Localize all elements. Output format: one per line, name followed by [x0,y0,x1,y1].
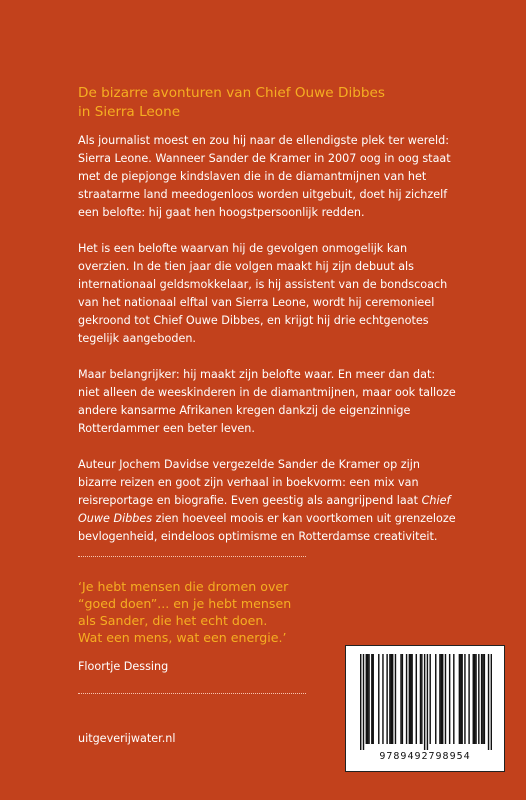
barcode-bar [392,654,393,744]
barcode-bar [460,654,461,744]
subtitle-line: in Sierra Leone [78,104,181,120]
blurb-paragraph: Maar belangrijker: hij maakt zijn belofte waar. En meer dan dat: niet alleen de weeskinderen in de diamantmijnen, maar ook talloze andere kansarme Afrikanen kregen dankzij de eigenzinnige Rotterdammer een beter leven. [78,368,456,435]
barcode-bar [453,654,454,744]
barcode-bar [478,654,479,744]
subtitle-line: De bizarre avonturen van Chief Ouwe Dibbes [78,85,385,101]
barcode-bar [409,654,410,744]
blurb-paragraph: Het is een belofte waarvan hij de gevolgen onmogelijk kan overzien. In de tien jaar die volgen maakt hij zijn debuut als internationaal geldsmokkelaar, is hij assistent van de bondscoach van het nationaal elftal van Sierra Leone, wordt hij ceremonieel gekroond tot Chief Ouwe Dibbes, en krijgt hij drie echtgenotes tegelijk aangeboden. [78,242,448,345]
barcode-bar [406,654,407,744]
barcode-bar [464,654,465,744]
barcode-bar [459,654,460,744]
barcode-bar [360,654,361,750]
barcode-bar [421,654,422,744]
barcode-bar [386,654,387,744]
barcode-bars [360,654,492,750]
barcode-bar [442,654,443,744]
barcode-bar [429,654,430,744]
quote-line: ‘Je hebt mensen die dromen over [78,579,289,594]
blurb-text: zien hoeveel moois er kan voortkomen uit grenzeloze bevlogenheid, eindeloos optimisme en Rotterdamse creativiteit. [78,512,456,543]
barcode-bar [400,654,401,744]
barcode-bar [488,654,489,750]
barcode-bar [439,654,440,744]
barcode-bar [484,654,485,744]
barcode-bar [363,654,364,750]
blurb-paragraph: Als journalist moest en zou hij naar de ellendigste plek ter wereld: Sierra Leone. Wanneer Sander de Kramer in 2007 oog in oog staat met de piepjonge kindslaven die in de diamantmijnen van het straatarme land meedogenloos worden uitgebuit, doet hij zichzelf een belofte: hij gaat hen hoogstpersoonlijk redden. [78,134,451,219]
barcode-bar [427,654,428,750]
barcode-bar [420,654,421,744]
blurb [78,132,458,546]
barcode-bar [474,654,475,744]
dotted-divider [78,693,306,694]
quote-line: Wat een mens, wat een energie.’ [78,630,287,645]
barcode-bar [367,654,368,744]
barcode-bar [378,654,379,744]
endorsement-quote [78,578,378,646]
barcode-bar [445,654,446,744]
barcode-bar [473,654,474,744]
barcode-bar [410,654,411,744]
barcode-bar [389,654,390,744]
barcode-bar [366,654,367,744]
barcode-bar [435,654,436,744]
quote-line: “goed doen”... en je hebt mensen [78,596,292,611]
barcode-bar [449,654,450,744]
publisher-url: uitgeverijwater.nl [78,732,176,745]
dotted-divider [78,556,306,557]
barcode-bar [441,654,442,744]
quote-line: als Sander, die het echt doen. [78,613,268,628]
barcode-bar [416,654,417,744]
barcode-bar [368,654,369,744]
isbn-number: 9789492798954 [379,751,471,762]
barcode-bar [382,654,383,744]
barcode-bar [481,654,482,744]
blurb-paragraph [78,456,458,546]
barcode-bar [373,654,374,744]
subtitle [78,84,438,122]
barcode-bar [424,654,425,750]
barcode-bar [482,654,483,744]
barcode-bar [475,654,476,744]
isbn-barcode [345,645,505,772]
barcode-bar [402,654,403,744]
barcode-bar [411,654,412,744]
barcode-bar [468,654,469,744]
barcode-bar [461,654,462,744]
barcode-bar [395,654,396,744]
quote-author: Floortje Dessing [78,660,169,673]
blurb-text: Auteur Jochem Davidse vergezelde Sander de Kramer op zijn bizarre reizen en goot zijn verhaal in boekvorm: een mix van reisreportage en biografie. Even geestig als aangrijpend laat [78,458,422,507]
barcode-bar [371,654,372,744]
barcode-bar [391,654,392,744]
book-title-italic: Chief Ouwe Dibbes [78,494,451,525]
barcode-bar [491,654,492,750]
